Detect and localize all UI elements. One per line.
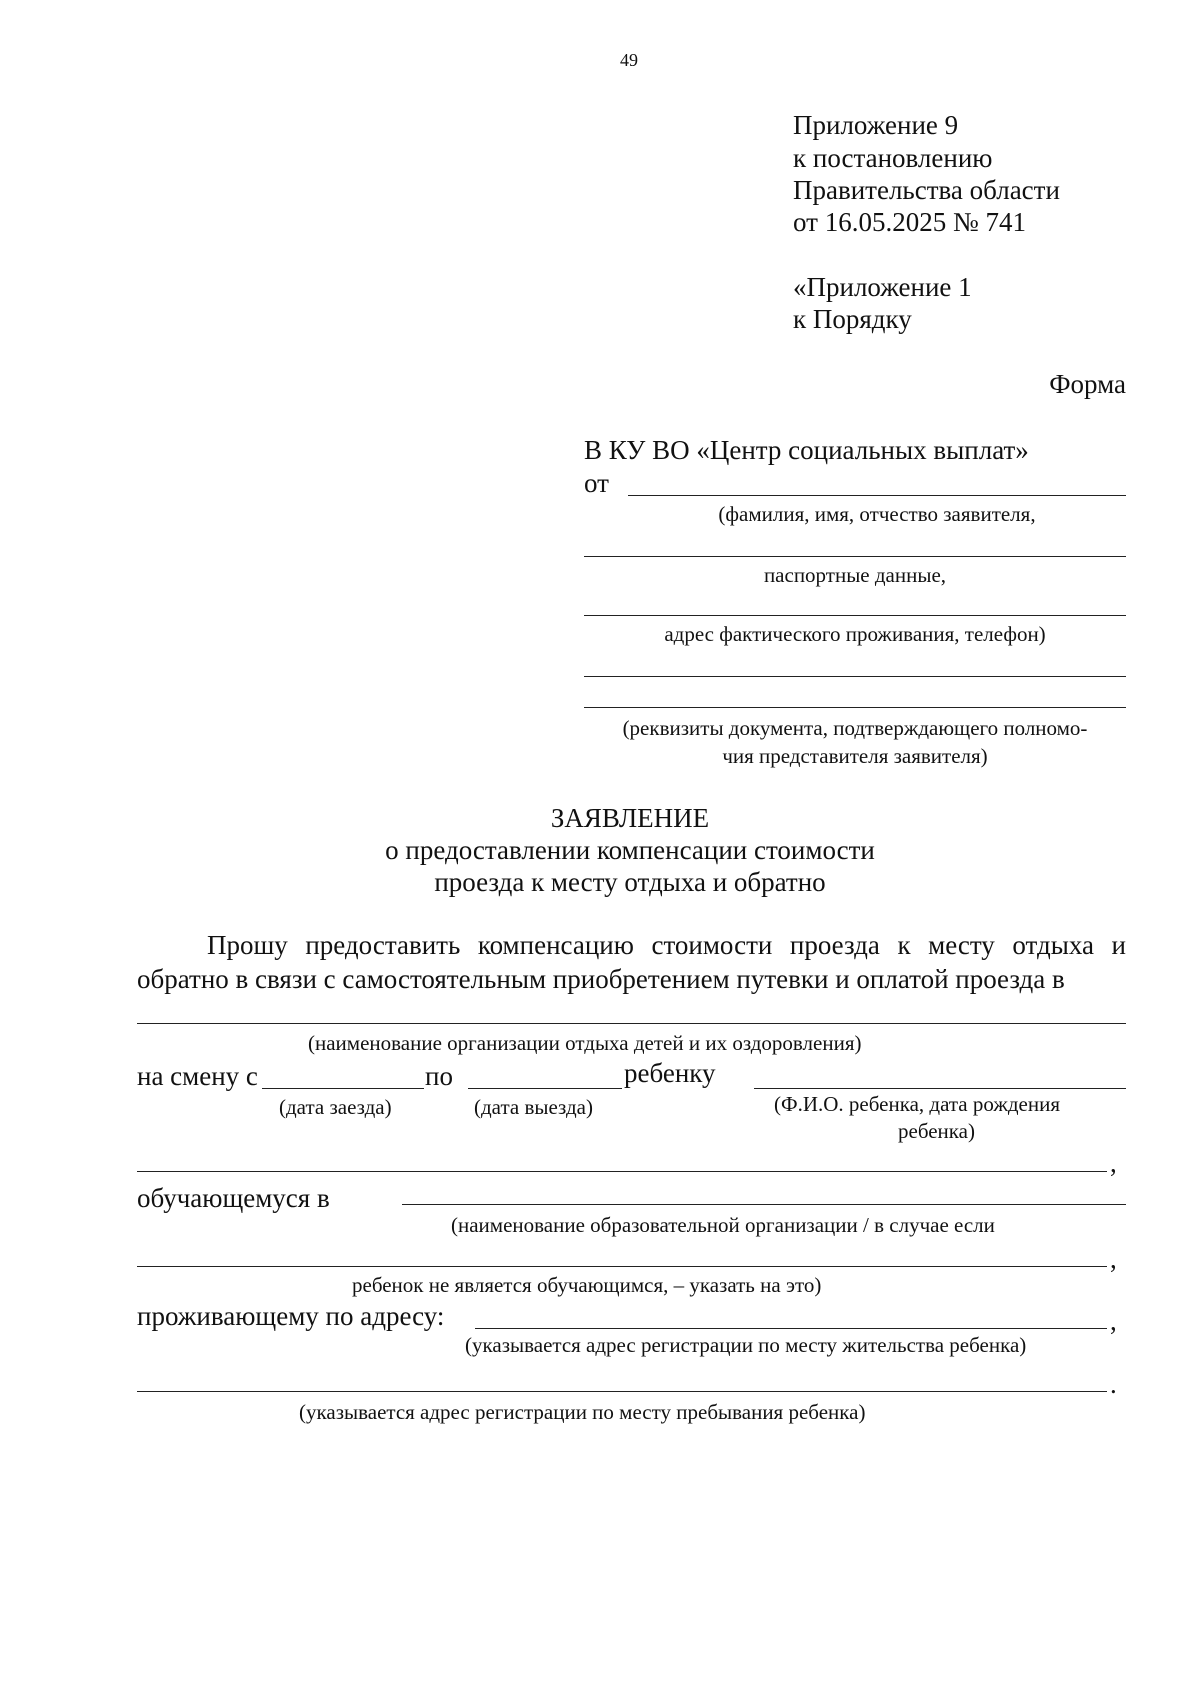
- comma-1: ,: [1110, 1148, 1117, 1178]
- caption-address: адрес фактического проживания, телефон): [664, 622, 1046, 646]
- caption-school-1: (наименование образовательной организации / в случае если: [451, 1213, 995, 1237]
- comma-2: ,: [1110, 1244, 1117, 1274]
- date-out-line: [468, 1088, 622, 1089]
- passport-line: [584, 556, 1126, 557]
- requisites-line-1: [584, 676, 1126, 677]
- page-number: 49: [620, 50, 638, 70]
- address-line: [584, 615, 1126, 616]
- residence-address-line: [475, 1328, 1107, 1329]
- caption-date-in: (дата заезда): [279, 1095, 392, 1119]
- school-continued-line: [137, 1266, 1107, 1267]
- requisites-line-2: [584, 707, 1126, 708]
- organization-line: [137, 1023, 1126, 1024]
- date-in-line: [262, 1088, 424, 1089]
- appendix-line-2: к постановлению: [793, 143, 993, 173]
- caption-reg-stay: (указывается адрес регистрации по месту пребывания ребенка): [299, 1400, 866, 1424]
- school-line: [402, 1204, 1126, 1205]
- caption-child-2: ребенка): [898, 1119, 975, 1143]
- caption-organization: (наименование организации отдыха детей и их оздоровления): [308, 1031, 862, 1055]
- caption-requisites-2: чия представителя заявителя): [722, 744, 988, 768]
- caption-date-out: (дата выезда): [474, 1095, 593, 1119]
- student-label: обучающемуся в: [137, 1183, 330, 1213]
- shift-from-label: на смену с: [137, 1061, 258, 1091]
- period: .: [1110, 1369, 1117, 1399]
- document-subtitle-1: о предоставлении компенсации стоимости: [385, 835, 875, 865]
- caption-fio: (фамилия, имя, отчество заявителя,: [718, 502, 1036, 526]
- appendix-line-4: от 16.05.2025 № 741: [793, 207, 1026, 237]
- addressee-to: В КУ ВО «Центр социальных выплат»: [584, 435, 1029, 465]
- appendix2-line-2: к Порядку: [793, 304, 912, 334]
- stay-address-line: [137, 1391, 1107, 1392]
- appendix2-line-1: «Приложение 1: [793, 272, 972, 302]
- request-text-line-2: обратно в связи с самостоятельным приобретением путевки и оплатой проезда в: [137, 964, 1065, 994]
- comma-3: ,: [1110, 1306, 1117, 1336]
- caption-reg-residence: (указывается адрес регистрации по месту жительства ребенка): [465, 1333, 1027, 1357]
- document-subtitle-2: проезда к месту отдыха и обратно: [434, 867, 826, 897]
- living-address-label: проживающему по адресу:: [137, 1301, 445, 1331]
- appendix-line-1: Приложение 9: [793, 110, 959, 140]
- applicant-fio-line: [628, 495, 1126, 496]
- child-label: ребенку: [624, 1058, 716, 1088]
- caption-requisites-1: (реквизиты документа, подтверждающего полномо-: [622, 716, 1088, 740]
- document-title: ЗАЯВЛЕНИЕ: [550, 803, 710, 833]
- appendix-line-3: Правительства области: [793, 175, 1060, 205]
- request-text-line-1: Прошу предоставить компенсацию стоимости проезда к месту отдыха и: [207, 930, 1126, 960]
- caption-passport: паспортные данные,: [763, 563, 947, 587]
- caption-child-1: (Ф.И.О. ребенка, дата рождения: [774, 1092, 1061, 1116]
- caption-school-2: ребенок не является обучающимся, – указать на это): [352, 1273, 822, 1297]
- addressee-from: от: [584, 468, 609, 498]
- child-fio-line: [754, 1088, 1126, 1089]
- form-label: Форма: [1049, 369, 1126, 399]
- child-continued-line: [137, 1171, 1107, 1172]
- shift-to-label: по: [425, 1061, 453, 1091]
